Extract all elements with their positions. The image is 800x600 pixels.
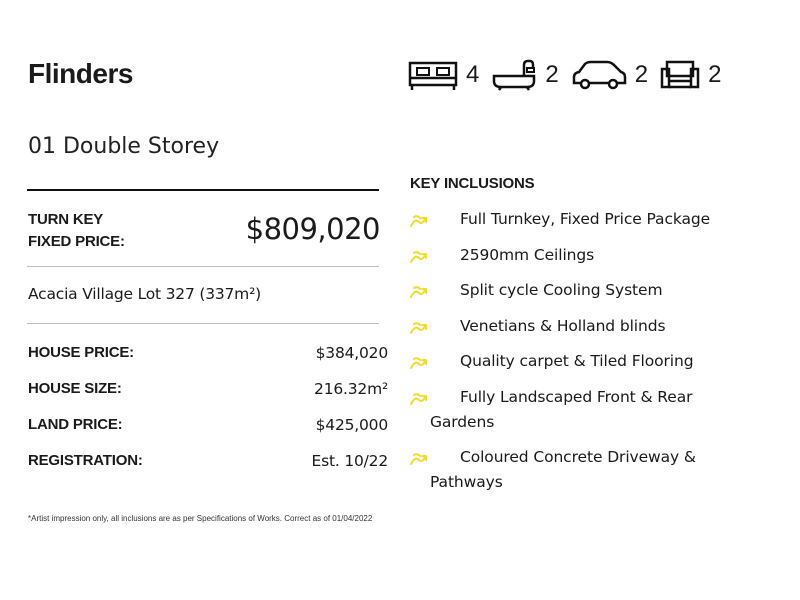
- garage-count: 2: [634, 61, 649, 88]
- inclusion-text: Coloured Concrete Driveway & Pathways: [430, 448, 696, 491]
- lot-description: Acacia Village Lot 327 (337m²): [28, 285, 261, 303]
- inclusion-text: Fully Landscaped Front & Rear Gardens: [430, 387, 693, 431]
- storey-subtitle: 01 Double Storey: [28, 134, 220, 159]
- sofa-icon: [660, 59, 700, 91]
- bath-icon: [491, 59, 537, 91]
- spec-label: HOUSE SIZE:: [28, 380, 122, 397]
- inclusions-heading: KEY INCLUSIONS: [410, 175, 535, 192]
- inclusion-text: Full Turnkey, Fixed Price Package: [460, 210, 711, 228]
- footnote: *Artist impression only, all inclusions are as per Specifications of Works. Correct as of 01/04/2022: [28, 514, 373, 523]
- spec-value: 216.32m²: [314, 380, 388, 398]
- arrow-bullet-icon: [410, 390, 432, 415]
- spec-value: $425,000: [315, 416, 388, 434]
- arrow-bullet-icon: [410, 354, 432, 379]
- turnkey-label: [28, 209, 125, 253]
- arrow-bullet-icon: [410, 319, 432, 344]
- spec-list: [28, 344, 388, 488]
- living-feature: [660, 59, 721, 91]
- list-item: [410, 445, 750, 495]
- arrow-bullet-icon: [410, 450, 432, 475]
- spec-value: Est. 10/22: [311, 452, 388, 470]
- spec-label: LAND PRICE:: [28, 416, 123, 433]
- garage-feature: [571, 59, 648, 91]
- arrow-bullet-icon: [410, 283, 432, 308]
- spec-label: HOUSE PRICE:: [28, 344, 134, 361]
- property-title: Flinders: [28, 58, 133, 89]
- turnkey-label-line2: FIXED PRICE:: [28, 233, 125, 250]
- list-item: [410, 278, 750, 303]
- bedrooms-count: 4: [466, 61, 480, 88]
- list-item: [410, 349, 750, 374]
- list-item: [410, 385, 750, 435]
- inclusion-text: Split cycle Cooling System: [460, 281, 663, 299]
- spec-row-land-price: [28, 416, 388, 452]
- inclusion-text: Quality carpet & Tiled Flooring: [460, 352, 694, 370]
- spec-row-registration: [28, 452, 388, 488]
- inclusion-text: 2590mm Ceilings: [460, 245, 595, 264]
- list-item: [410, 207, 750, 232]
- feature-icons: [408, 56, 733, 94]
- divider: [27, 323, 379, 324]
- inclusions-list: [410, 207, 750, 506]
- bathrooms-feature: [491, 59, 558, 91]
- turnkey-label-line1: TURN KEY: [28, 211, 104, 228]
- divider: [27, 266, 379, 267]
- list-item: [410, 243, 750, 268]
- divider: [27, 189, 379, 191]
- spec-label: REGISTRATION:: [28, 452, 143, 469]
- bed-icon: [408, 59, 458, 91]
- bathrooms-count: 2: [545, 61, 559, 88]
- spec-row-house-price: [28, 344, 388, 380]
- arrow-bullet-icon: [410, 248, 432, 273]
- turnkey-price: $809,020: [245, 212, 380, 246]
- spec-value: $384,020: [315, 344, 388, 362]
- arrow-bullet-icon: [410, 212, 432, 237]
- inclusion-text: Venetians & Holland blinds: [460, 316, 666, 335]
- bedrooms-feature: [408, 59, 479, 91]
- list-item: [410, 314, 750, 339]
- car-icon: [571, 59, 627, 91]
- spec-row-house-size: [28, 380, 388, 416]
- living-count: 2: [708, 61, 722, 88]
